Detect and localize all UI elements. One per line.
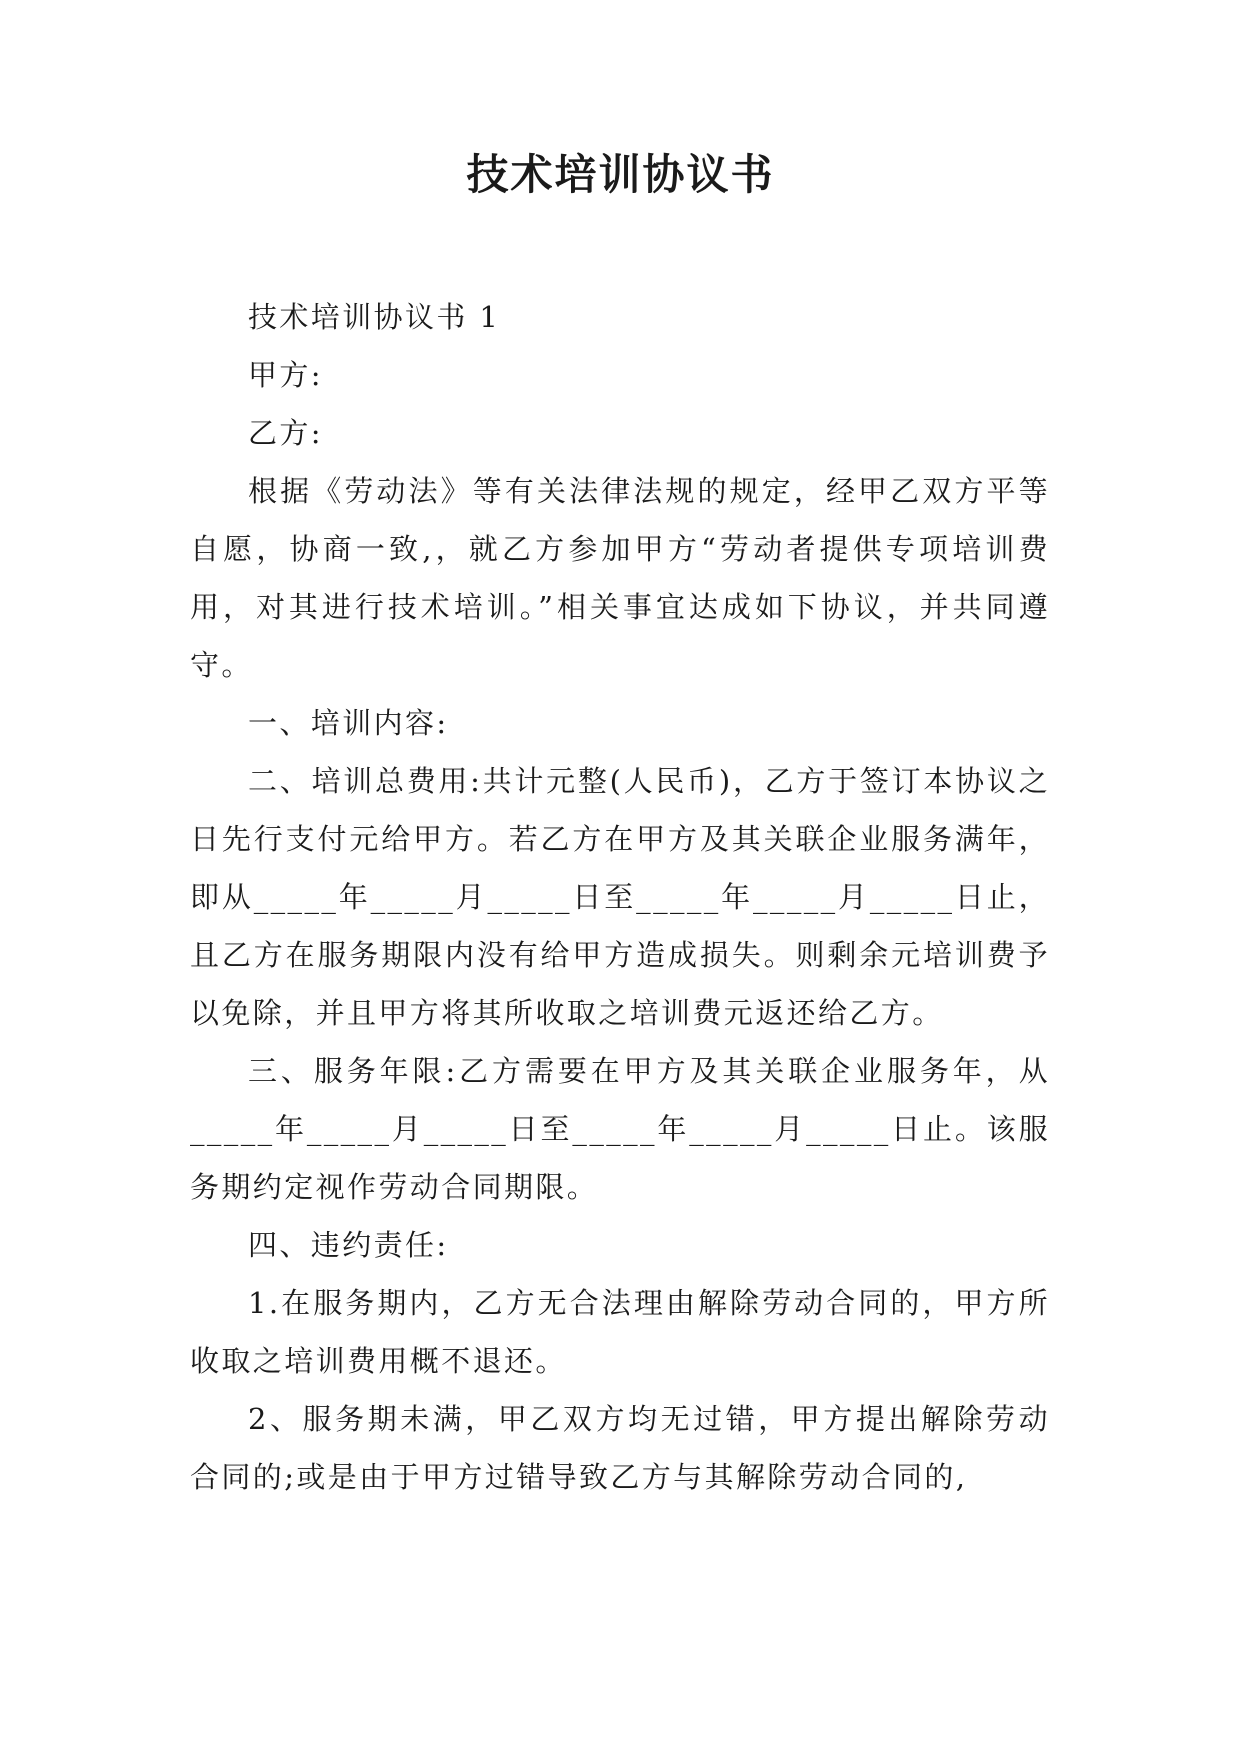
paragraph-training-content: 一、培训内容: — [248, 706, 449, 740]
paragraph-service-term: 三、服务年限:乙方需要在甲方及其关联企业服务年，从_____年_____月_____日至_____年_____月_____日止。该服务期约定视作劳动合同期限。 — [190, 1054, 1050, 1204]
paragraph-breach-liability: 四、违约责任: — [248, 1228, 449, 1262]
document-body — [190, 288, 1050, 1506]
paragraph-party-b: 乙方: — [248, 416, 323, 450]
document-title: 技术培训协议书 — [466, 150, 775, 199]
paragraph-training-fee: 二、培训总费用:共计元整(人民币)，乙方于签订本协议之日先行支付元给甲方。若乙方在甲方及其关联企业服务满年，即从_____年_____月_____日至_____年_____月_____日止，且乙方在服务期限内没有给甲方造成损失。则剩余元培训费予以免除，并且甲方将其所收取之培训费元返还给乙方。 — [190, 764, 1050, 1030]
paragraph-clause-2: 2、服务期未满，甲乙双方均无过错，甲方提出解除劳动合同的;或是由于甲方过错导致乙方与其解除劳动合同的, — [190, 1402, 1050, 1494]
paragraph-party-a: 甲方: — [248, 358, 323, 392]
paragraph-clause-1: 1.在服务期内，乙方无合法理由解除劳动合同的，甲方所收取之培训费用概不退还。 — [190, 1286, 1050, 1378]
paragraph-heading-1: 技术培训协议书 1 — [248, 300, 501, 334]
paragraph-preamble: 根据《劳动法》等有关法律法规的规定，经甲乙双方平等自愿，协商一致,，就乙方参加甲方“劳动者提供专项培训费用，对其进行技术培训。”相关事宜达成如下协议，并共同遵守。 — [190, 474, 1050, 682]
